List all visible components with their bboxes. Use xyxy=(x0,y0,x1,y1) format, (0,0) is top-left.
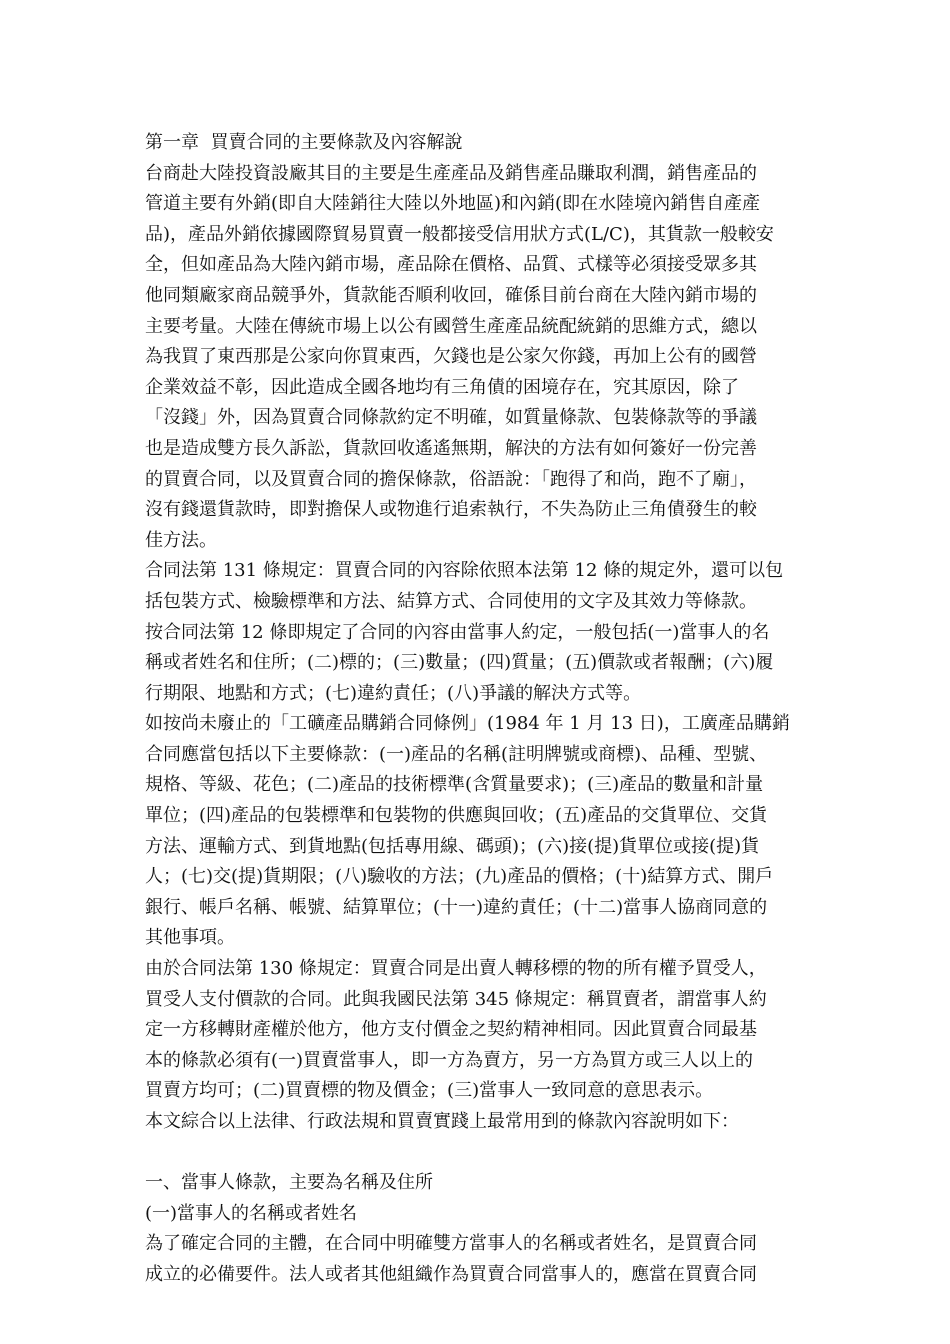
paragraph-line: 人；(七)交(提)貨期限；(八)驗收的方法；(九)產品的價格；(十)結算方式、開戶 xyxy=(145,866,774,888)
paragraph-line: 合同應當包括以下主要條款：(一)產品的名稱(註明牌號或商標)、品種、型號、 xyxy=(145,743,768,765)
paragraph-line: 為我買了東西那是公家向你買東西，欠錢也是公家欠你錢，再加上公有的國營 xyxy=(145,346,757,368)
paragraph-line: 的買賣合同，以及買賣合同的擔保條款，俗語說：「跑得了和尚，跑不了廟」， xyxy=(145,468,757,490)
paragraph-line: 本文綜合以上法律、行政法規和買賣實踐上最常用到的條款內容說明如下： xyxy=(145,1111,739,1132)
paragraph-line: 定一方移轉財產權於他方，他方支付價金之契約精神相同。因此買賣合同最基 xyxy=(145,1019,757,1041)
paragraph-line: 企業效益不彰，因此造成全國各地均有三角債的困境存在，究其原因，除了 xyxy=(145,376,739,398)
paragraph-line: 行期限、地點和方式；(七)違約責任；(八)爭議的解決方式等。 xyxy=(145,682,642,704)
paragraph-line: 按合同法第 12 條即規定了合同的內容由當事人約定，一般包括(一)當事人的名 xyxy=(145,621,770,643)
paragraph-line: 品)，產品外銷依據國際貿易買賣一般都接受信用狀方式(L/C)，其貨款一般較安 xyxy=(145,223,774,245)
paragraph-line: 規格、等級、花色；(二)產品的技術標準(含質量要求)；(三)產品的數量和計量 xyxy=(145,774,764,796)
paragraph-line: 銀行、帳戶名稱、帳號、結算單位；(十一)違約責任；(十二)當事人協商同意的 xyxy=(145,896,768,918)
paragraph-line: 全，但如產品為大陸內銷市場，產品除在價格、品質、式樣等必須接受眾多其 xyxy=(145,254,757,276)
paragraph-line: 沒有錢還貨款時，即對擔保人或物進行追索執行，不失為防止三角債發生的較 xyxy=(145,499,757,521)
document-body xyxy=(145,128,815,1291)
paragraph-line: 其他事項。 xyxy=(145,927,235,949)
paragraph-line: 主要考量。大陸在傳統市場上以公有國營生產產品統配統銷的思維方式，總以 xyxy=(145,315,757,337)
paragraph-line: 買受人支付價款的合同。此與我國民法第 345 條規定：稱買賣者，謂當事人約 xyxy=(145,988,767,1010)
paragraph-line: 本的條款必須有(一)買賣當事人，即一方為賣方，另一方為買方或三人以上的 xyxy=(145,1049,754,1071)
blank-line xyxy=(145,1138,815,1169)
paragraph-line: 台商赴大陸投資設廠其目的主要是生產產品及銷售產品賺取利潤，銷售產品的 xyxy=(145,162,757,184)
paragraph-line: 他同類廠家商品競爭外，貨款能否順利收回，確係目前台商在大陸內銷市場的 xyxy=(145,284,757,306)
paragraph-line: 括包裝方式、檢驗標準和方法、結算方式、合同使用的文字及其效力等條款。 xyxy=(145,590,757,612)
paragraph-line: 由於合同法第 130 條規定：買賣合同是出賣人轉移標的物的所有權予買受人， xyxy=(145,958,767,980)
paragraph-line: 管道主要有外銷(即自大陸銷往大陸以外地區)和內銷(即在水陸境內銷售自產產 xyxy=(145,193,761,215)
chapter-heading: 第一章 買賣合同的主要條款及內容解說 xyxy=(145,132,463,153)
paragraph-line: 稱或者姓名和住所；(二)標的；(三)數量；(四)質量；(五)價款或者報酬；(六)履 xyxy=(145,652,774,674)
subsection-heading: (一)當事人的名稱或者姓名 xyxy=(145,1202,358,1224)
paragraph-line: 單位；(四)產品的包裝標準和包裝物的供應與回收；(五)產品的交貨單位、交貨 xyxy=(145,805,768,827)
section-heading: 一、當事人條款，主要為名稱及住所 xyxy=(145,1172,433,1194)
paragraph-line: 佳方法。 xyxy=(145,529,217,551)
paragraph-line: 為了確定合同的主體，在合同中明確雙方當事人的名稱或者姓名，是買賣合同 xyxy=(145,1233,757,1255)
paragraph-line: 方法、運輸方式、到貨地點(包括專用線、碼頭)；(六)接(提)貨單位或接(提)貨 xyxy=(145,835,760,857)
paragraph-line: 也是造成雙方長久訴訟，貨款回收遙遙無期，解決的方法有如何簽好一份完善 xyxy=(145,437,757,459)
paragraph-line: 「沒錢」外，因為買賣合同條款約定不明確，如質量條款、包裝條款等的爭議 xyxy=(145,407,757,429)
paragraph-line: 合同法第 131 條規定：買賣合同的內容除依照本法第 12 條的規定外，還可以包 xyxy=(145,560,784,582)
paragraph-line: 成立的必備要件。法人或者其他組織作為買賣合同當事人的，應當在買賣合同 xyxy=(145,1263,757,1285)
paragraph-line: 如按尚未廢止的「工礦產品購銷合同條例」(1984 年 1 月 13 日)，工廣產品購銷 xyxy=(145,713,790,735)
paragraph-line: 買賣方均可；(二)買賣標的物及價金；(三)當事人一致同意的意思表示。 xyxy=(145,1080,714,1102)
